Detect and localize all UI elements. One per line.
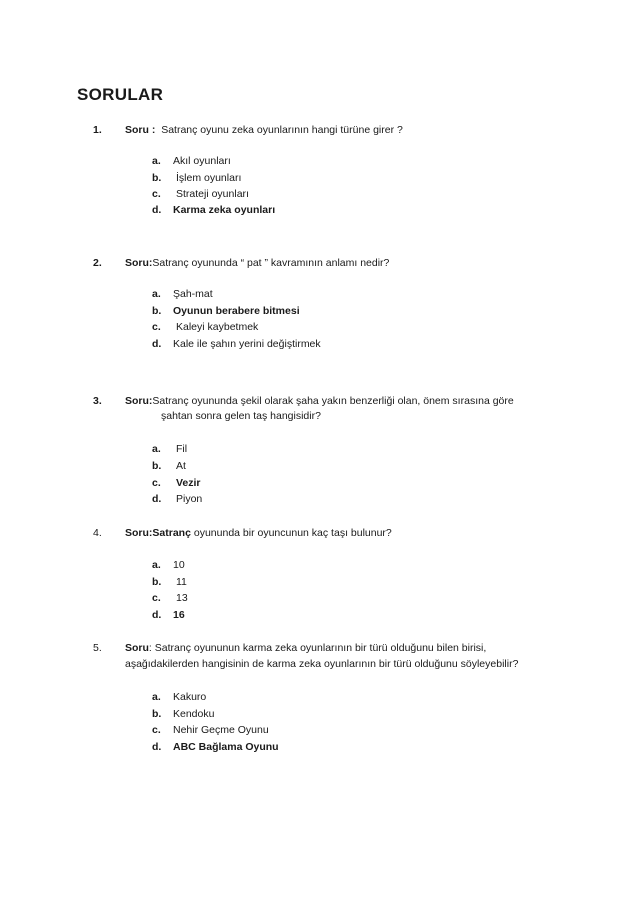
option-b xyxy=(152,304,300,318)
option-d xyxy=(152,740,279,754)
question-5-continuation: aşağıdakilerden hangisinin de karma zeka oyunlarının bir türü olduğunu söyleyebilir? xyxy=(125,658,519,670)
question-label: Soru xyxy=(125,642,149,654)
question-bold-word: Satranç xyxy=(152,527,191,539)
option-text: Kale ile şahın yerini değiştirmek xyxy=(173,338,321,350)
option-text: Kakuro xyxy=(173,691,207,703)
option-c xyxy=(152,320,258,334)
option-letter: a. xyxy=(152,288,161,300)
option-a xyxy=(152,154,231,168)
option-text: 13 xyxy=(176,592,188,604)
question-3-line xyxy=(93,394,514,408)
option-letter: b. xyxy=(152,305,162,317)
question-4-line xyxy=(93,526,392,540)
option-a xyxy=(152,287,213,301)
option-text: Akıl oyunları xyxy=(173,155,231,167)
question-5-line xyxy=(93,641,486,655)
question-label: Soru: xyxy=(125,395,153,407)
option-letter: d. xyxy=(152,338,162,350)
option-letter: a. xyxy=(152,443,161,455)
option-letter: c. xyxy=(152,321,161,333)
question-label: Soru: xyxy=(125,527,153,539)
option-letter: a. xyxy=(152,691,161,703)
option-letter: d. xyxy=(152,204,162,216)
option-text: Nehir Geçme Oyunu xyxy=(173,724,269,736)
question-number: 2. xyxy=(93,257,102,269)
option-text: Fil xyxy=(176,443,188,455)
question-1-line xyxy=(93,123,403,137)
question-number: 3. xyxy=(93,395,102,407)
option-text: İşlem oyunları xyxy=(176,172,242,184)
option-letter: d. xyxy=(152,609,162,621)
question-2-line xyxy=(93,256,389,270)
option-letter: a. xyxy=(152,155,161,167)
question-label: Soru: xyxy=(125,257,153,269)
question-text: Satranç oyununda şekil olarak şaha yakın benzerliği olan, önem sırasına göre xyxy=(152,395,514,407)
option-b xyxy=(152,459,186,473)
option-a xyxy=(152,558,185,572)
question-text: oyununda bir oyuncunun kaç taşı bulunur? xyxy=(193,527,392,539)
option-letter: d. xyxy=(152,493,162,505)
option-text: 11 xyxy=(176,576,187,588)
option-a xyxy=(152,690,206,704)
option-c xyxy=(152,187,249,201)
question-text: Satranç oyununda “ pat ” kavramının anlamı nedir? xyxy=(152,257,390,269)
option-c xyxy=(152,591,188,605)
option-letter: c. xyxy=(152,188,161,200)
question-label: Soru : xyxy=(125,124,156,136)
page-title: SORULAR xyxy=(77,85,164,104)
option-text: Piyon xyxy=(176,493,203,505)
option-d xyxy=(152,203,275,217)
question-number: 1. xyxy=(93,124,102,136)
option-letter: b. xyxy=(152,460,162,472)
option-letter: c. xyxy=(152,477,161,489)
question-text: Satranç oyunu zeka oyunlarının hangi türüne girer ? xyxy=(161,124,403,136)
option-letter: c. xyxy=(152,592,161,604)
option-letter: b. xyxy=(152,172,162,184)
option-text-correct: Karma zeka oyunları xyxy=(173,204,276,216)
option-d xyxy=(152,337,321,351)
option-d xyxy=(152,608,185,622)
option-text-correct: ABC Bağlama Oyunu xyxy=(173,741,279,753)
option-letter: d. xyxy=(152,741,162,753)
option-text-correct: Oyunun berabere bitmesi xyxy=(173,305,300,317)
question-text: : Satranç oyununun karma zeka oyunlarının bir türü olduğunu bilen birisi, xyxy=(148,642,487,654)
option-d xyxy=(152,492,202,506)
option-text: Strateji oyunları xyxy=(176,188,249,200)
option-text: At xyxy=(176,460,186,472)
option-text: Kendoku xyxy=(173,708,215,720)
option-letter: a. xyxy=(152,559,161,571)
option-c xyxy=(152,723,269,737)
option-letter: c. xyxy=(152,724,161,736)
option-c xyxy=(152,476,201,490)
option-text-correct: Vezir xyxy=(176,477,201,489)
question-number: 4. xyxy=(93,527,102,539)
option-text: 10 xyxy=(173,559,185,571)
option-a xyxy=(152,442,187,456)
option-text-correct: 16 xyxy=(173,609,185,621)
option-b xyxy=(152,707,214,721)
option-letter: b. xyxy=(152,708,162,720)
option-text: Şah-mat xyxy=(173,288,213,300)
option-b xyxy=(152,575,187,589)
option-text: Kaleyi kaybetmek xyxy=(176,321,259,333)
option-b xyxy=(152,171,241,185)
question-3-continuation: şahtan sonra gelen taş hangisidir? xyxy=(161,410,321,422)
option-letter: b. xyxy=(152,576,162,588)
question-number: 5. xyxy=(93,642,102,654)
